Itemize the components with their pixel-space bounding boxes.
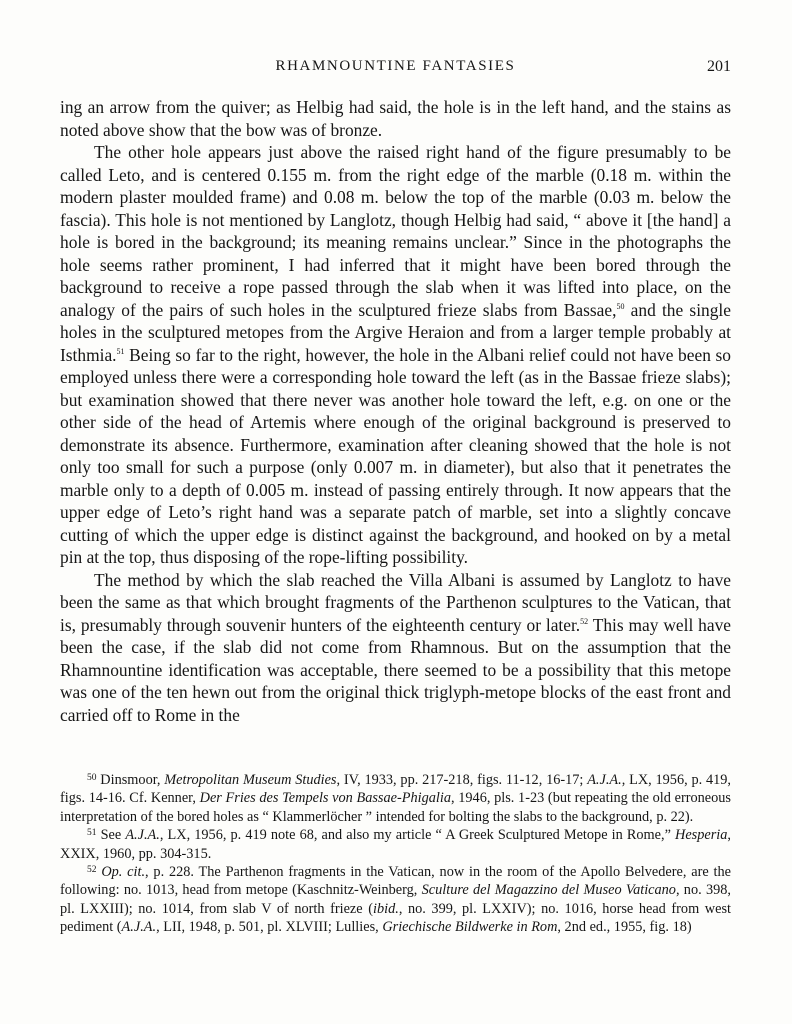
paragraph-3-text-b: This may well have been the case, if the slab did not come from Rhamnous. But on the assumption that the Rhamnountine identification was acceptable, there seemed to be a possibility that this metope was one of the ten hewn out from the original thick triglyph-metope blocks of the east front and carried off to Rome in the xyxy=(60,614,731,725)
paragraph-2-text-a: The other hole appears just above the raised right hand of the figure presumably to be called Leto, and is centered 0.155 m. from the right edge of the marble (0.18 m. within the modern plaster moulded frame) and 0.08 m. below the top of the marble (0.03 m. below the fascia). This hole is not mentioned by Langlotz, though Helbig had said, “ above it [the hand] a hole is bored in the background; its meaning remains unclear.” Since in the photographs the hole seems rather prominent, I had inferred that it might have been bored through the background to receive a rope passed through the slab when it was lifted into place, on the analogy of the pairs of such holes in the sculptured frieze slabs from Bassae, xyxy=(60,142,731,320)
footnote-50-mark: 50 xyxy=(87,773,97,783)
footnote-51-title: Hesperia xyxy=(675,827,728,844)
footnote-52-title: A.J.A. xyxy=(121,919,157,936)
footnote-51-text: See xyxy=(96,827,126,844)
footnote-52-text: , LII, 1948, p. 501, pl. XLVIII; Lullies, xyxy=(156,919,383,936)
footnote-51-text: , LX, 1956, p. 419 note 68, and also my article “ A Greek Sculptured Metope in Rome,” xyxy=(159,827,675,844)
footnote-50-text: , IV, 1933, pp. 217-218, figs. 11-12, 16-17; xyxy=(336,772,588,788)
footnote-52-text: , 2nd ed., 1955, fig. 18) xyxy=(557,919,692,936)
paragraph-2 xyxy=(60,141,731,569)
footnote-51-text: , XXIX, 1960, pp. 304-315. xyxy=(60,827,731,862)
paragraph-1 xyxy=(60,96,731,141)
footnote-52-title: Griechische Bildwerke in Rom xyxy=(382,919,558,936)
running-head: RHAMNOUNTINE FANTASIES xyxy=(275,58,516,74)
footnote-52-text: , p. 228. The Parthenon fragments in the Vatican, now in the room of the Apollo Belvedere, are the following: no. 1013, head from metope (Kaschnitz-Weinberg, xyxy=(60,864,731,899)
footnote-50 xyxy=(60,771,731,826)
paragraph-3-text-a: The method by which the slab reached the Villa Albani is assumed by Langlotz to have been the same as that which brought fragments of the Parthenon sculptures to the Vatican, that is, presumably through souvenir hunters of the eighteenth century or later. xyxy=(60,569,731,635)
footnote-50-title: A.J.A. xyxy=(587,772,622,788)
footnote-51 xyxy=(60,826,731,863)
footnote-52-title: ibid. xyxy=(372,900,399,917)
page-number: 201 xyxy=(707,58,731,75)
footnote-52-text: , no. 399, pl. LXXIV); no. 1016, horse head from west pediment ( xyxy=(60,900,731,936)
page-header xyxy=(60,58,731,80)
footnote-51-mark: 51 xyxy=(87,828,97,839)
footnote-50-text: , 1946, pls. 1-23 (but repeating the old erroneous interpretation of the bored holes as “ Klammerlöcher ” intended for bolting the slabs to the background, p. 22). xyxy=(60,790,731,825)
footnote-ref-52: 52 xyxy=(580,616,589,626)
footnote-50-title: Der Fries des Tempels von Bassae-Phigalia xyxy=(199,790,451,807)
footnote-ref-51: 51 xyxy=(116,346,125,356)
footnote-52-title: Op. cit. xyxy=(101,864,146,881)
footnote-ref-50: 50 xyxy=(616,301,625,311)
footnote-50-text: Dinsmoor, xyxy=(96,772,165,788)
body-text xyxy=(60,96,731,726)
footnote-52-title: Sculture del Magazzino del Museo Vaticano xyxy=(421,882,676,899)
footnote-50-title: Metropolitan Museum Studies xyxy=(164,772,337,788)
footnote-52 xyxy=(60,863,731,937)
footnote-50-text: , LX, 1956, p. 419, figs. 14-16. Cf. Kenner, xyxy=(60,772,731,807)
paragraph-2-text-c: Being so far to the right, however, the hole in the Albani relief could not have been so employed unless there were a corresponding hole toward the left (as in the Bassae frieze slabs); but examination showed that there never was another hole toward the left, e.g. on one or the other side of the head of Artemis where enough of the original background is preserved to demonstrate its absence. Furthermore, examination after cleaning showed that the hole is not only too small for such a purpose (only 0.007 m. in diameter), but also that it penetrates the marble only to a depth of 0.005 m. instead of passing entirely through. It now appears that the upper edge of Leto’s right hand was a separate patch of marble, set into a slightly concave cutting of which the upper edge is distinct against the background, and hooked on by a metal pin at the top, thus disposing of the rope-lifting possibility. xyxy=(60,344,731,567)
footnote-52-mark: 52 xyxy=(87,865,97,876)
paragraph-3 xyxy=(60,569,731,727)
footnotes xyxy=(60,771,731,937)
paragraph-1-text: ing an arrow from the quiver; as Helbig had said, the hole is in the left hand, and the stains as noted above show that the bow was of bronze. xyxy=(60,97,731,140)
paragraph-2-text-b: and the single holes in the sculptured metopes from the Argive Heraion and from a larger temple probably at Isthmia. xyxy=(60,299,731,365)
footnote-51-title: A.J.A. xyxy=(125,827,160,844)
footnote-52-text: , no. 398, pl. LXXIII); no. 1014, from slab V of north frieze ( xyxy=(60,882,731,917)
